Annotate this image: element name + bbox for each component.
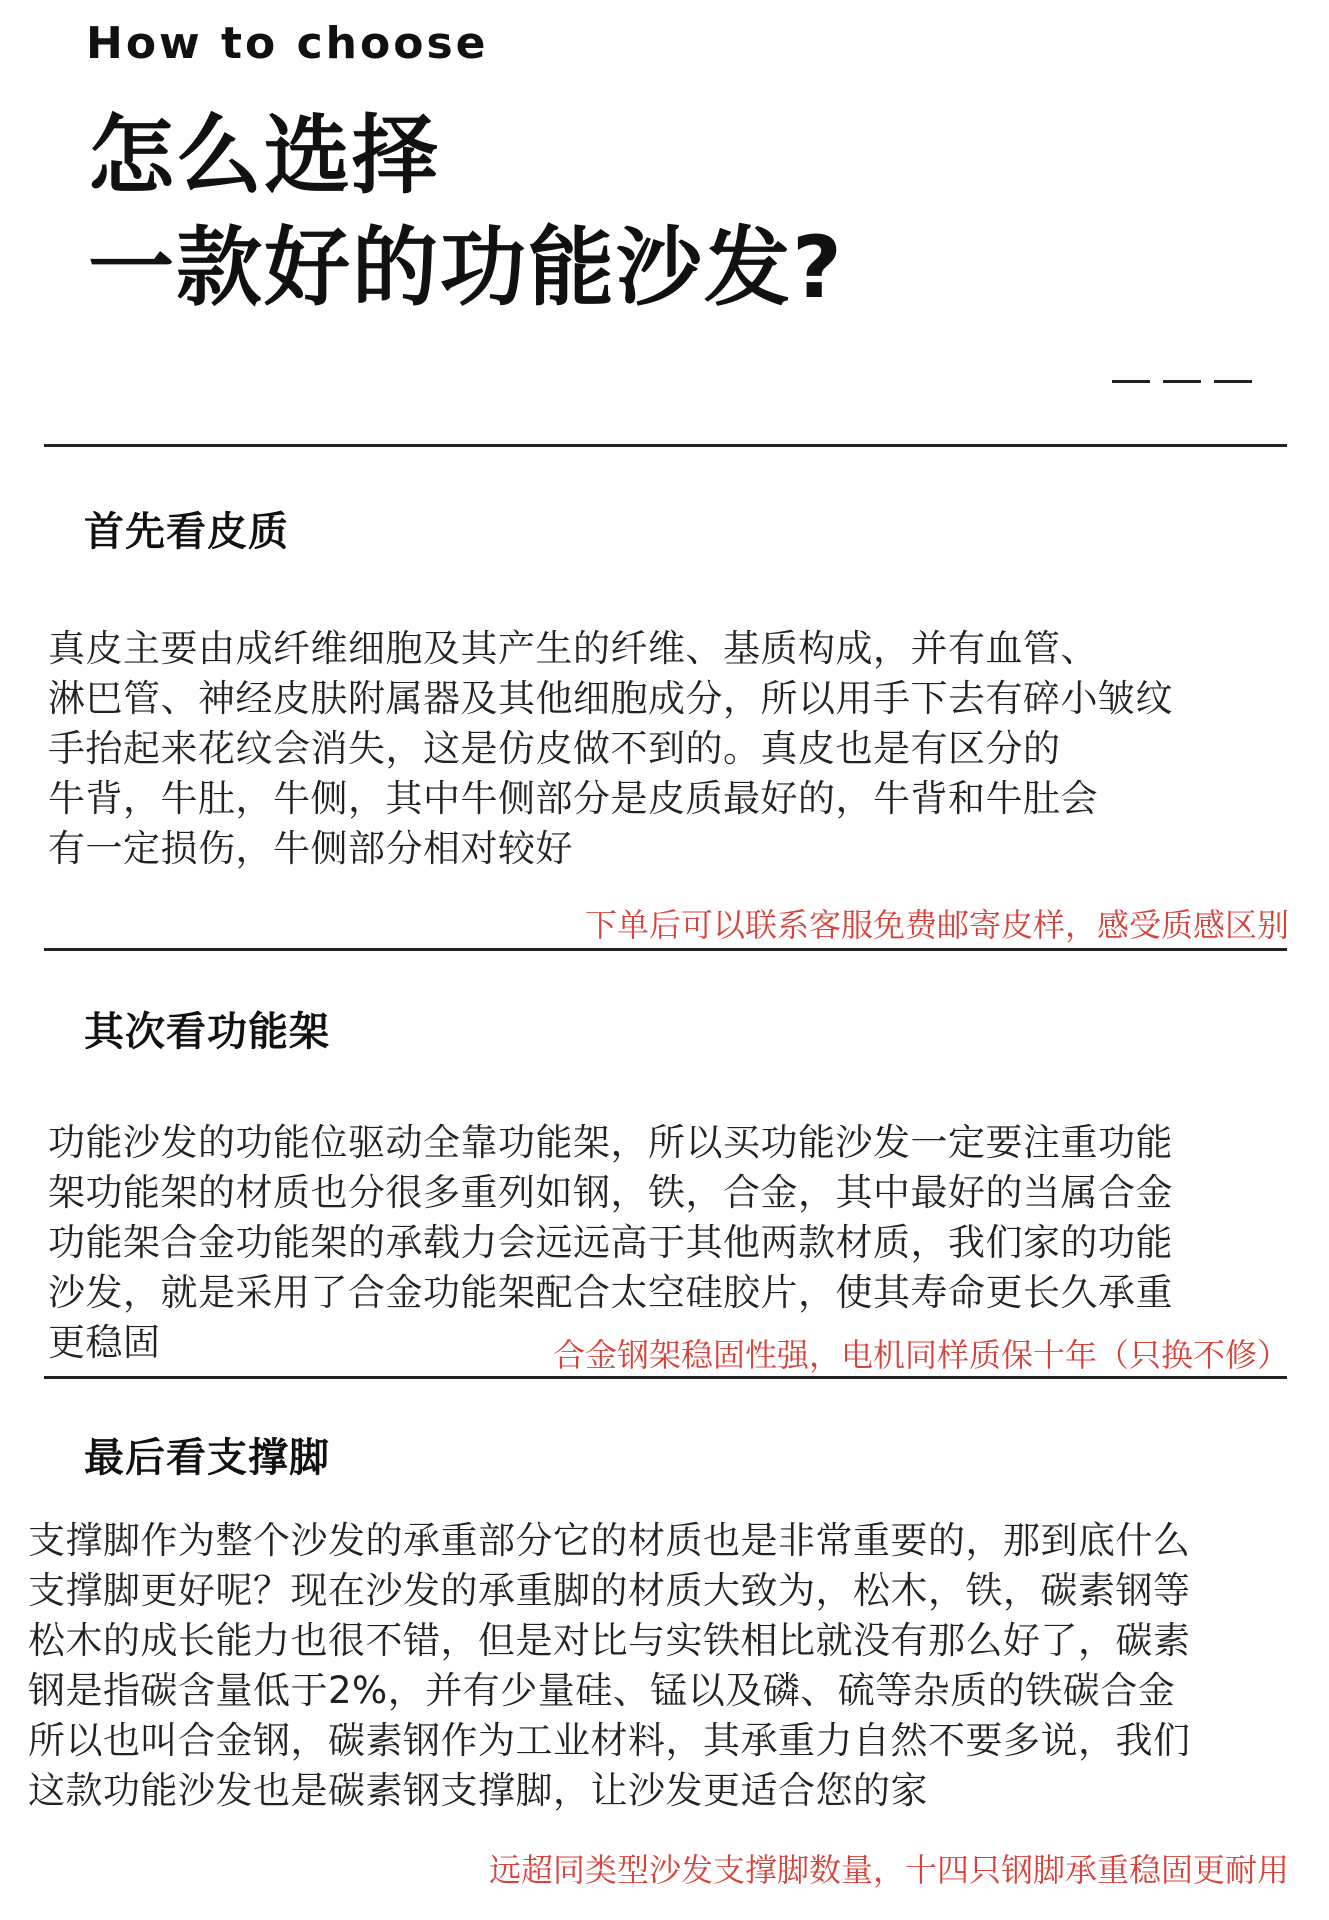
- section-body-frame: 功能沙发的功能位驱动全靠功能架，所以买功能沙发一定要注重功能 架功能架的材质也分很多重列如钢，铁，合金，其中最好的当属合金 功能架合金功能架的承载力会远远高于其他两款材质，我们家的功能 沙发，就是采用了合金功能架配合太空硅胶片，使其寿命更长久承重 更稳固: [48, 1121, 1173, 1364]
- section-heading-feet: 最后看支撑脚: [84, 1435, 330, 1481]
- dash: [1163, 380, 1201, 383]
- section-note-feet: 远超同类型沙发支撑脚数量，十四只钢脚承重稳固更耐用: [488, 1851, 1289, 1889]
- page-title-line-2: 一款好的功能沙发?: [88, 218, 844, 318]
- dash: [1214, 380, 1252, 383]
- dash: [1112, 380, 1150, 383]
- section-heading-frame: 其次看功能架: [84, 1009, 330, 1055]
- decorative-dashes: [1112, 380, 1252, 384]
- section-body-leather: 真皮主要由成纤维细胞及其产生的纤维、基质构成，并有血管、 淋巴管、神经皮肤附属器及其他细胞成分，所以用手下去有碎小皱纹 手抬起来花纹会消失，这是仿皮做不到的。真皮也是有区分的 牛背，牛肚，牛侧，其中牛侧部分是皮质最好的，牛背和牛肚会 有一定损伤，牛侧部分相对较好: [48, 627, 1173, 870]
- section-heading-leather: 首先看皮质: [84, 509, 289, 555]
- section-body-feet: 支撑脚作为整个沙发的承重部分它的材质也是非常重要的，那到底什么 支撑脚更好呢？现在沙发的承重脚的材质大致为，松木，铁，碳素钢等 松木的成长能力也很不错，但是对比与实铁相比就没有那么好了，碳素 钢是指碳含量低于2%，并有少量硅、锰以及磷、硫等杂质的铁碳合金 所以也叫合金钢，碳素钢作为工业材料，其承重力自然不要多说，我们 这款功能沙发也是碳素钢支撑脚，让沙发更适合您的家: [28, 1519, 1191, 1812]
- eyebrow-text: How to choose: [86, 18, 489, 69]
- divider: [44, 1376, 1287, 1379]
- section-note-frame: 合金钢架稳固性强，电机同样质保十年（只换不修）: [552, 1336, 1289, 1374]
- divider: [44, 948, 1287, 951]
- divider: [44, 444, 1287, 447]
- section-note-leather: 下单后可以联系客服免费邮寄皮样，感受质感区别: [584, 906, 1289, 944]
- page-title-line-1: 怎么选择: [88, 106, 440, 206]
